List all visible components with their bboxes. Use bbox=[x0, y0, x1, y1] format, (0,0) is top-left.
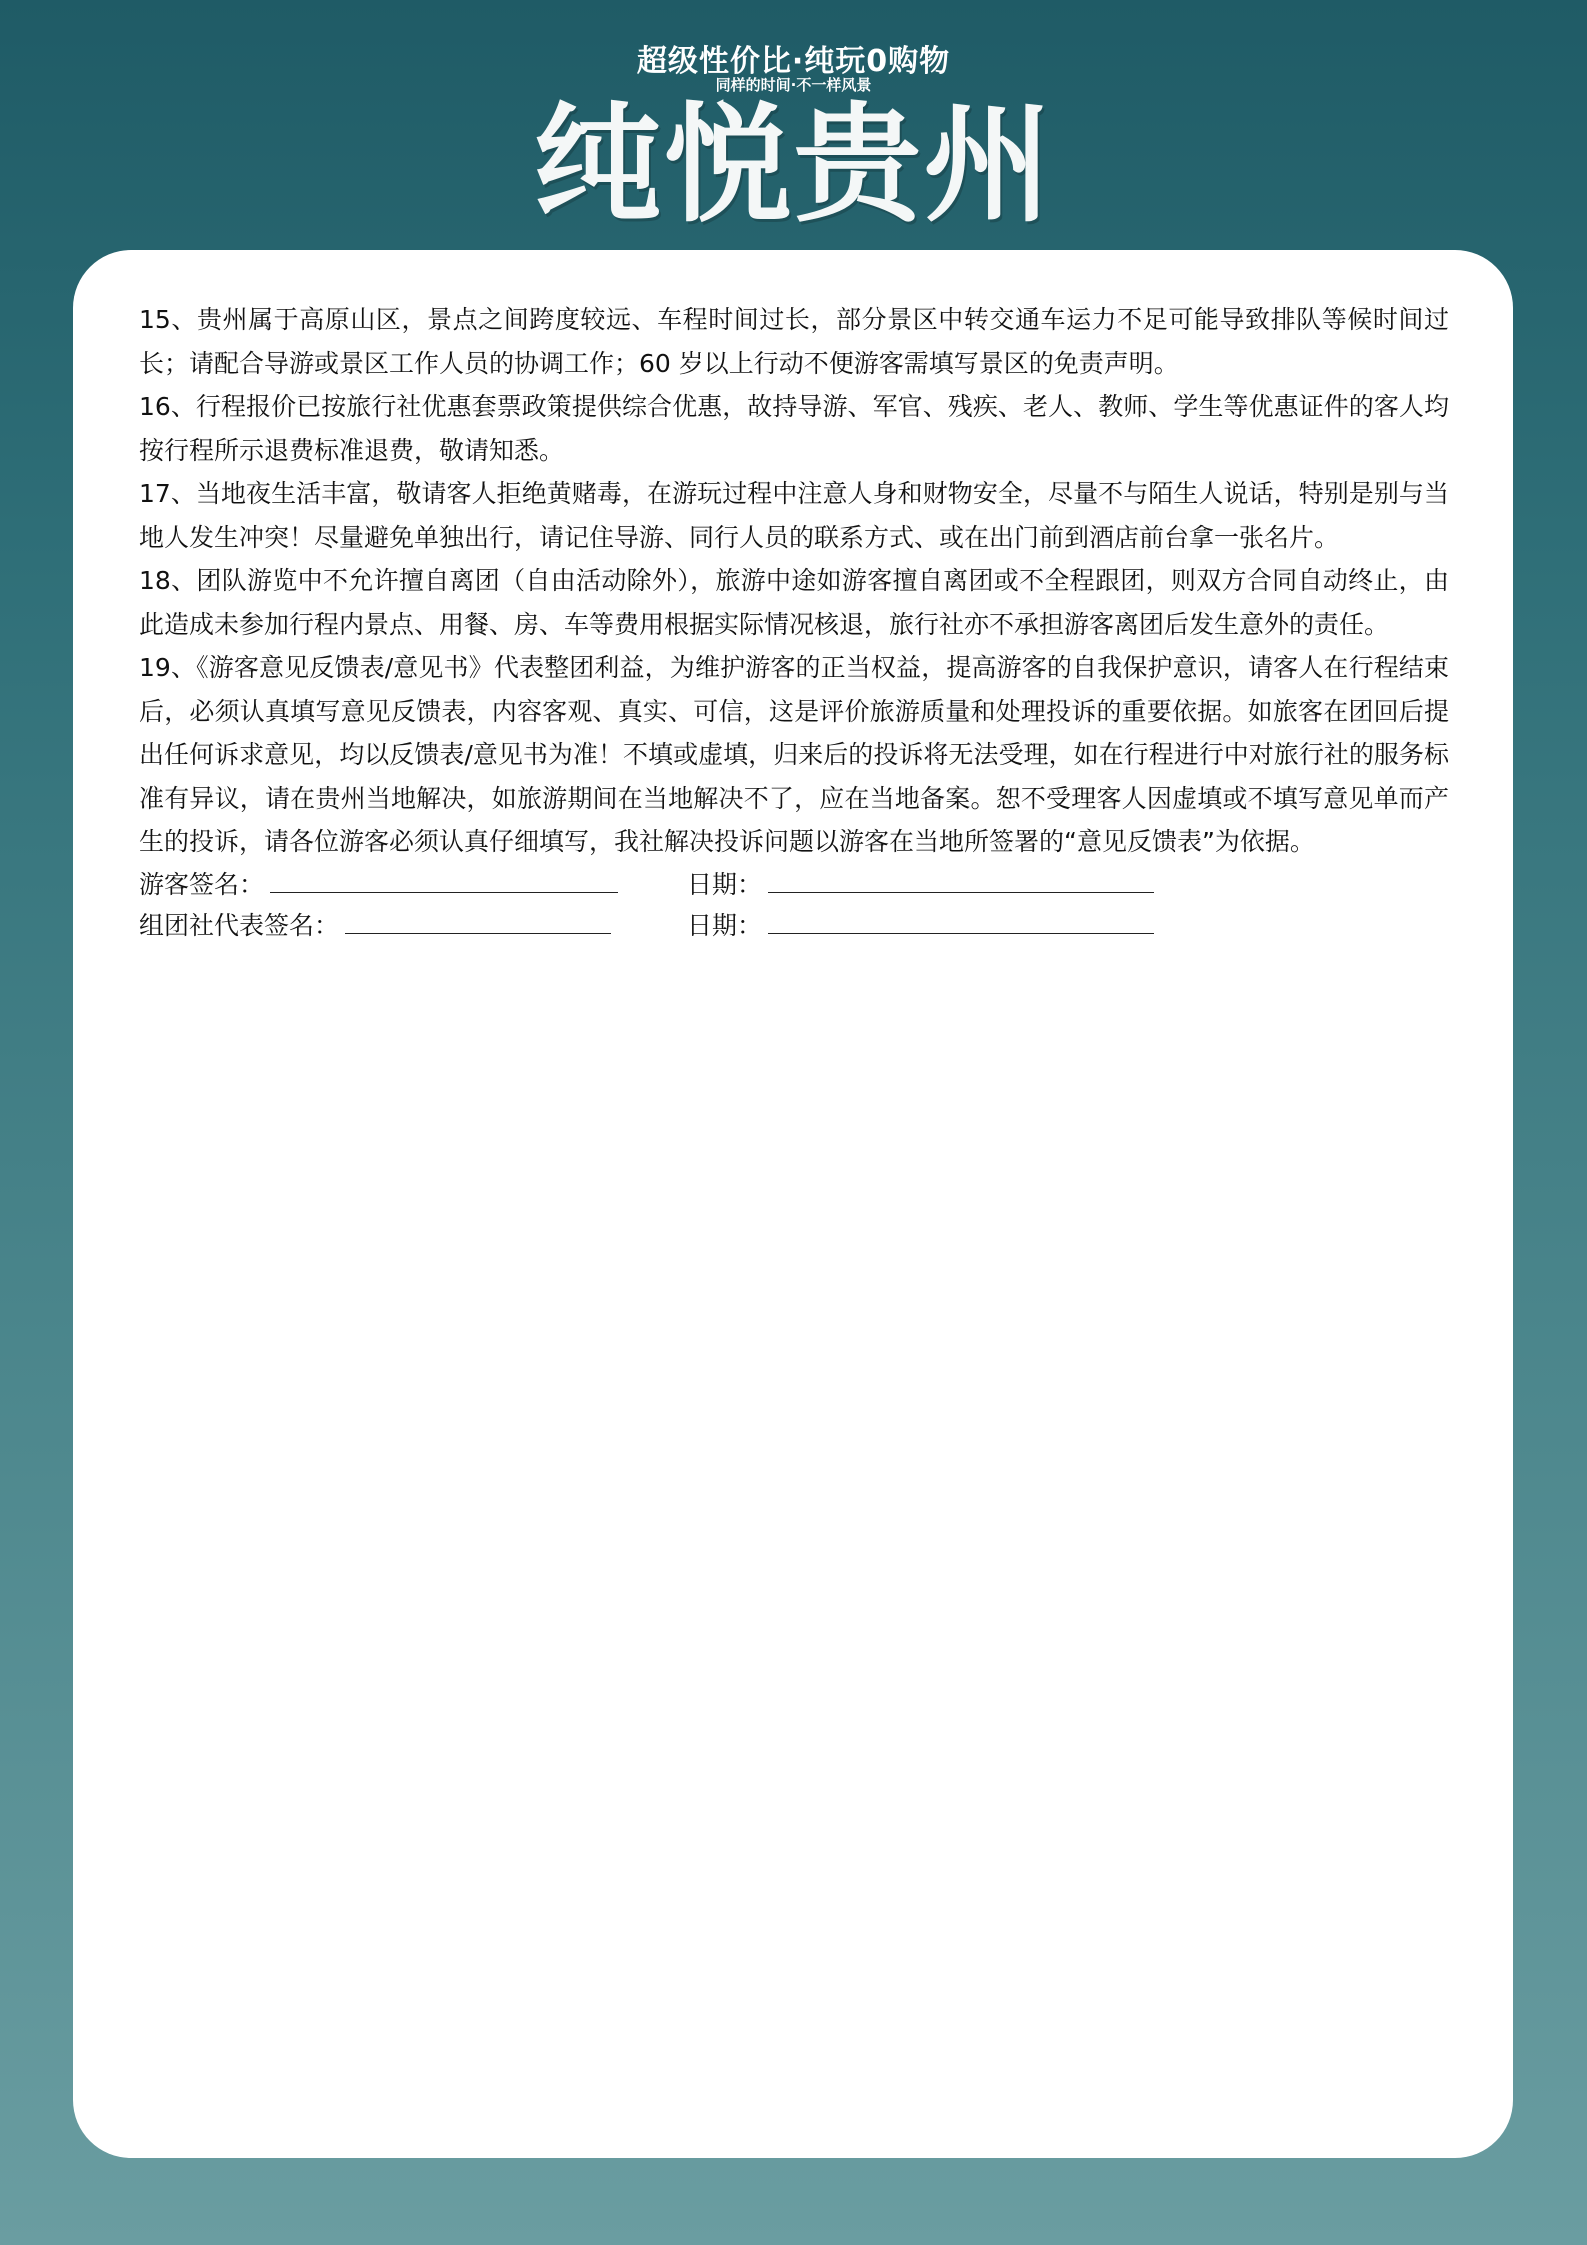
note-19: 19、《游客意见反馈表/意见书》代表整团利益，为维护游客的正当权益，提高游客的自我保护意识，请客人在行程结束后，必须认真填写意见反馈表，内容客观、真实、可信，这是评价旅游质量和处理投诉的重要依据。如旅客在团回后提出任何诉求意见，均以反馈表/意见书为准！不填或虚填，归来后的投诉将无法受理，如在行程进行中对旅行社的服务标准有异议，请在贵州当地解决，如旅游期间在当地解决不了，应在当地备案。恕不受理客人因虚填或不填写意见单而产生的投诉，请各位游客必须认真仔细填写，我社解决投诉问题以游客在当地所签署的“意见反馈表”为依据。 bbox=[139, 653, 1449, 856]
agency-date-label: 日期： bbox=[687, 910, 763, 940]
notes-content bbox=[139, 298, 1449, 946]
header-slogan: 超级性价比·纯玩0购物 bbox=[636, 44, 951, 79]
header-subslogan: 同样的时间·不一样风景 bbox=[715, 76, 872, 94]
content-card bbox=[73, 250, 1513, 2158]
agency-date-field[interactable] bbox=[768, 905, 1154, 934]
agency-signature-row bbox=[139, 905, 1449, 946]
note-17: 17、当地夜生活丰富，敬请客人拒绝黄赌毒，在游玩过程中注意人身和财物安全，尽量不与陌生人说话，特别是别与当地人发生冲突！尽量避免单独出行，请记住导游、同行人员的联系方式、或在出门前到酒店前台拿一张名片。 bbox=[139, 479, 1449, 552]
brand-logo-text: 纯悦贵州 bbox=[533, 91, 1054, 240]
note-16: 16、行程报价已按旅行社优惠套票政策提供综合优惠，故持导游、军官、残疾、老人、教师、学生等优惠证件的客人均按行程所示退费标准退费，敬请知悉。 bbox=[139, 392, 1449, 465]
agency-signature-field[interactable] bbox=[345, 905, 611, 934]
header bbox=[0, 0, 1587, 250]
note-18: 18、团队游览中不允许擅自离团（自由活动除外），旅游中途如游客擅自离团或不全程跟团，则双方合同自动终止，由此造成未参加行程内景点、用餐、房、车等费用根据实际情况核退，旅行社亦不承担游客离团后发生意外的责任。 bbox=[139, 566, 1449, 639]
note-15: 15、贵州属于高原山区，景点之间跨度较远、车程时间过长，部分景区中转交通车运力不足可能导致排队等候时间过长；请配合导游或景区工作人员的协调工作；60 岁以上行动不便游客需填写景区的免责声明。 bbox=[139, 305, 1449, 378]
tourist-signature-label: 游客签名： bbox=[139, 869, 265, 899]
tourist-signature-field[interactable] bbox=[270, 864, 618, 893]
tourist-signature-row bbox=[139, 864, 1449, 905]
tourist-date-label: 日期： bbox=[687, 869, 763, 899]
agency-signature-label: 组团社代表签名： bbox=[139, 910, 340, 940]
tourist-date-field[interactable] bbox=[768, 864, 1154, 893]
